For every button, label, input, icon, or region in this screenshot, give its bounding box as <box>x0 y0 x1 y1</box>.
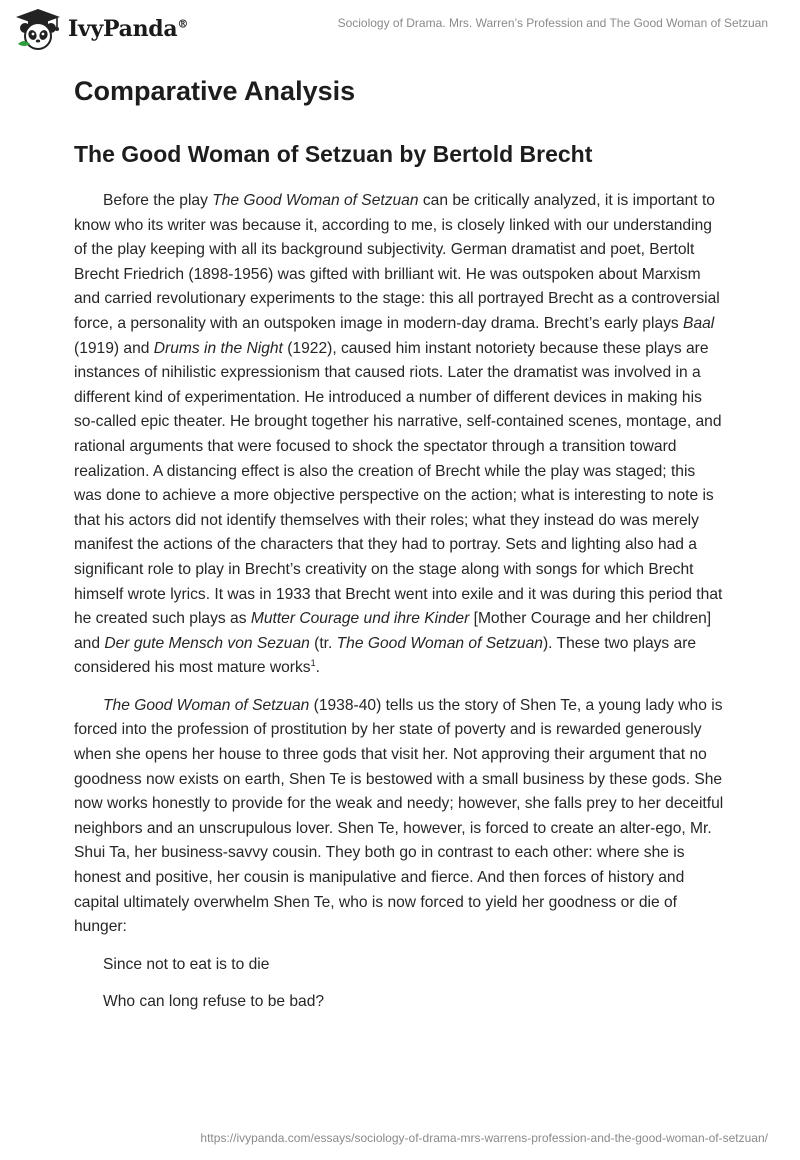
section-heading: Comparative Analysis <box>74 76 356 106</box>
paragraph-1: Before the play The Good Woman of Setzuan can be critically analyzed, it is important to know who its writer was because it, according to me, is closely linked with our understanding of the play keeping with all its background subjectivity. German dramatist and poet, Bertolt Brecht Friedrich (1898-1956) was gifted with brilliant wit. He was outspoken about Marxism and carried revolutionary experiments to the stage: this all portrayed Brecht as a controversial force, a personality with an outspoken image in modern-day drama. Brecht’s early plays Baal (1919) and Drums in the Night (1922), caused him instant notoriety because these plays are instances of nihilistic expressionism that caused riots. Later the dramatist was involved in a different kind of experimentation. He introduced a number of different devices in making his so-called epic theater. He brought together his narrative, self-contained scenes, montage, and rational arguments that were focused to shock the spectator through a transition toward realization. A distancing effect is also the creation of Brecht while the play was staged; this was done to achieve a more objective perspective on the action; what is interesting to note is that his actors did not identify themselves with their roles; what they instead do was merely manifest the actions of the characters that they had to portray. Sets and lighting also had a significant role to play in Brecht’s creativity on the stage along with songs for which Brecht himself wrote lyrics. It was in 1933 that Brecht went into exile and it was during this period that he created such plays as Mutter Courage und ihre Kinder [Mother Courage and her children] and Der gute Mensch von Sezuan (tr. The Good Woman of Setzuan). These two plays are considered his most mature works$^1$. <box>74 192 723 677</box>
verse-line: Since not to eat is to die <box>103 955 270 973</box>
verse-line: Who can long refuse to be bad? <box>103 993 325 1011</box>
footnote-ref[interactable]: 1 <box>310 658 316 669</box>
paragraph-2: The Good Woman of Setzuan (1938-40) tells us the story of Shen Te, a young lady who is forced into the profession of prostitution by her state of poverty and is rewarded generously when she opens her house to three gods that visit her. Not approving their argument that no goodness now exists on earth, Shen Te is bestowed with a small business by these gods. She now works honestly to provide for the weak and needy; however, she falls prey to her deceitful neighbors and an unscrupulous lover. Shen Te, however, is forced to create an alter-ego, Mr. Shui Ta, her business-savvy cousin. They both go in contrast to each other: where she is honest and positive, her cousin is manipulative and fierce. And then forces of history and capital ultimately overwhelm Shen Te, who is now forced to yield her goodness or die of hunger: <box>74 696 724 936</box>
subsection-heading: The Good Woman of Setzuan by Bertold Brecht <box>74 141 593 167</box>
document-title: Sociology of Drama. Mrs. Warren’s Profession and The Good Woman of Setzuan <box>337 16 768 30</box>
source-url[interactable]: https://ivypanda.com/essays/sociology-of-drama-mrs-warrens-profession-and-the-good-woman-of-setzuan/ <box>200 1131 768 1145</box>
panda-graduate-icon <box>14 8 62 50</box>
article-body <box>74 70 726 1015</box>
brand-logo[interactable] <box>14 8 188 50</box>
brand-name: IvyPanda® <box>68 16 189 42</box>
